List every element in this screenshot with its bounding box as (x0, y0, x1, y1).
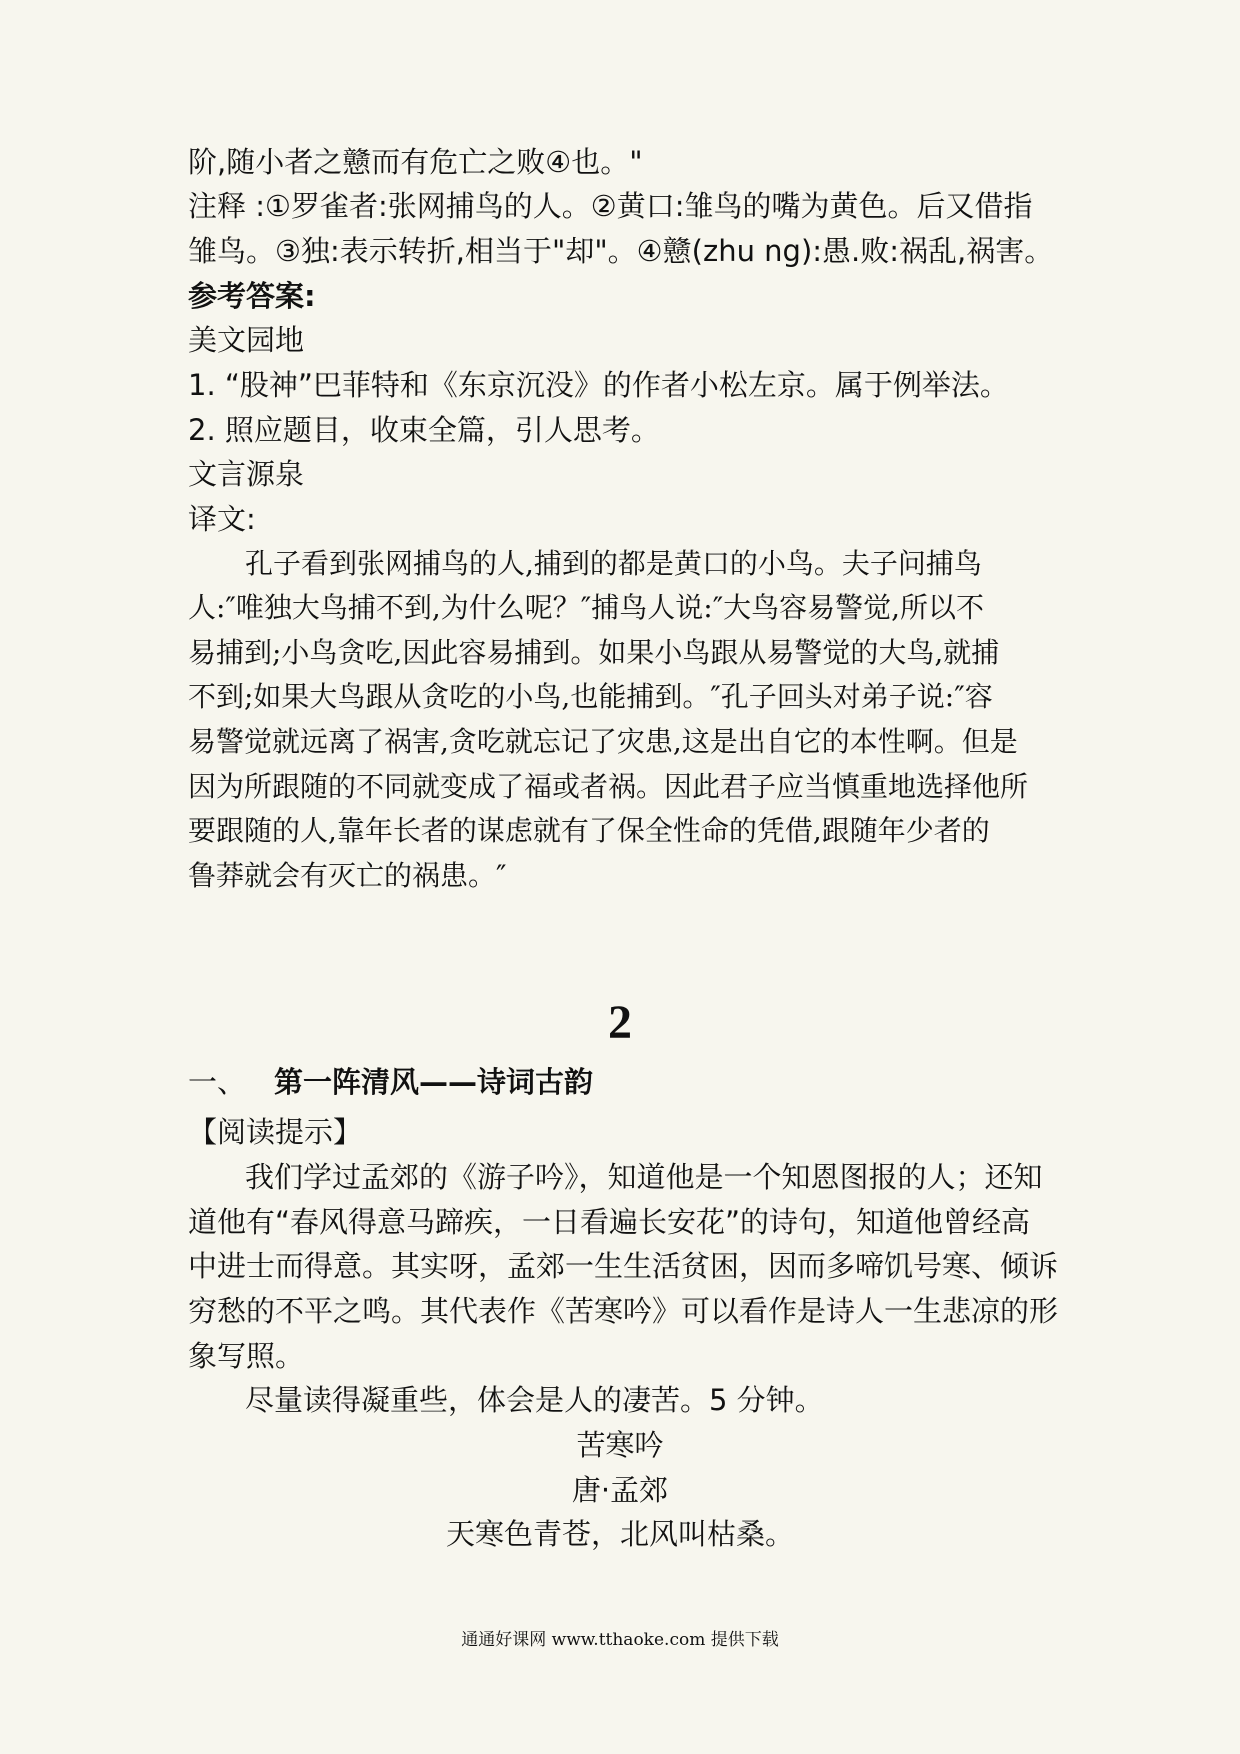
paragraph-line: 我们学过孟郊的《游子吟》，知道他是一个知恩图报的人；还知 (245, 1160, 1043, 1194)
paragraph-line: 象写照。 (188, 1339, 305, 1373)
paragraph-line: 穷愁的不平之鸣。其代表作《苦寒吟》可以看作是诗人一生悲凉的形 (188, 1294, 1059, 1328)
translation-line: 鲁莽就会有灭亡的祸患。″ (188, 859, 507, 892)
annotation-line: 雏鸟。③独:表示转折,相当于"却"。④戆(zhu ng):愚.败:祸乱,祸害。 (188, 234, 1054, 268)
translation-line: 易警觉就远离了祸害,贪吃就忘记了灾患,这是出自它的本性啊。但是 (188, 725, 1018, 758)
translation-line: 人:″唯独大鸟捕不到,为什么呢？″捕鸟人说:″大鸟容易警觉,所以不 (188, 591, 985, 624)
poem-line: 天寒色青苍，北风叫枯桑。 (445, 1517, 794, 1551)
translation-line: 因为所跟随的不同就变成了福或者祸。因此君子应当慎重地选择他所 (188, 770, 1029, 803)
answer-item: 1. “股神”巴菲特和《东京沉没》的作者小松左京。属于例举法。 (188, 368, 1009, 402)
section-label: 美文园地 (188, 323, 305, 357)
heading-number: 一、 (188, 1065, 247, 1099)
paragraph-line: 中进士而得意。其实呀，孟郊一生生活贫困，因而多啼饥号寒、倾诉 (188, 1249, 1059, 1283)
paragraph-line: 道他有“春风得意马蹄疾，一日看遍长安花”的诗句，知道他曾经高 (188, 1205, 1031, 1239)
annotation-line: 注释 :①罗雀者:张网捕鸟的人。②黄口:雏鸟的嘴为黄色。后又借指 (188, 189, 1033, 223)
section-number: 2 (608, 996, 632, 1049)
answer-item: 2. 照应题目，收束全篇，引人思考。 (188, 413, 660, 447)
section-label: 文言源泉 (188, 457, 305, 491)
answers-heading: 参考答案: (188, 279, 316, 313)
translation-line: 易捕到;小鸟贪吃,因此容易捕到。如果小鸟跟从易警觉的大鸟,就捕 (188, 636, 1000, 669)
text-line: 阶,随小者之戆而有危亡之败④也。" (188, 145, 643, 179)
reading-tip-label: 【阅读提示】 (188, 1115, 363, 1149)
reading-instruction: 尽量读得凝重些，体会是人的凄苦。5 分钟。 (245, 1383, 824, 1417)
translation-line: 要跟随的人,靠年长者的谋虑就有了保全性命的凭借,跟随年少者的 (188, 814, 990, 847)
translation-label: 译文: (188, 502, 256, 536)
section-heading: 第一阵清风——诗词古韵 (274, 1065, 594, 1099)
translation-line: 孔子看到张网捕鸟的人,捕到的都是黄口的小鸟。夫子问捕鸟 (245, 547, 982, 580)
translation-line: 不到;如果大鸟跟从贪吃的小鸟,也能捕到。″孔子回头对弟子说:″容 (188, 680, 993, 713)
poem-title: 苦寒吟 (576, 1428, 664, 1462)
page-footer: 通通好课网 www.tthaoke.com 提供下载 (461, 1630, 779, 1650)
poem-author: 唐·孟郊 (571, 1473, 669, 1507)
